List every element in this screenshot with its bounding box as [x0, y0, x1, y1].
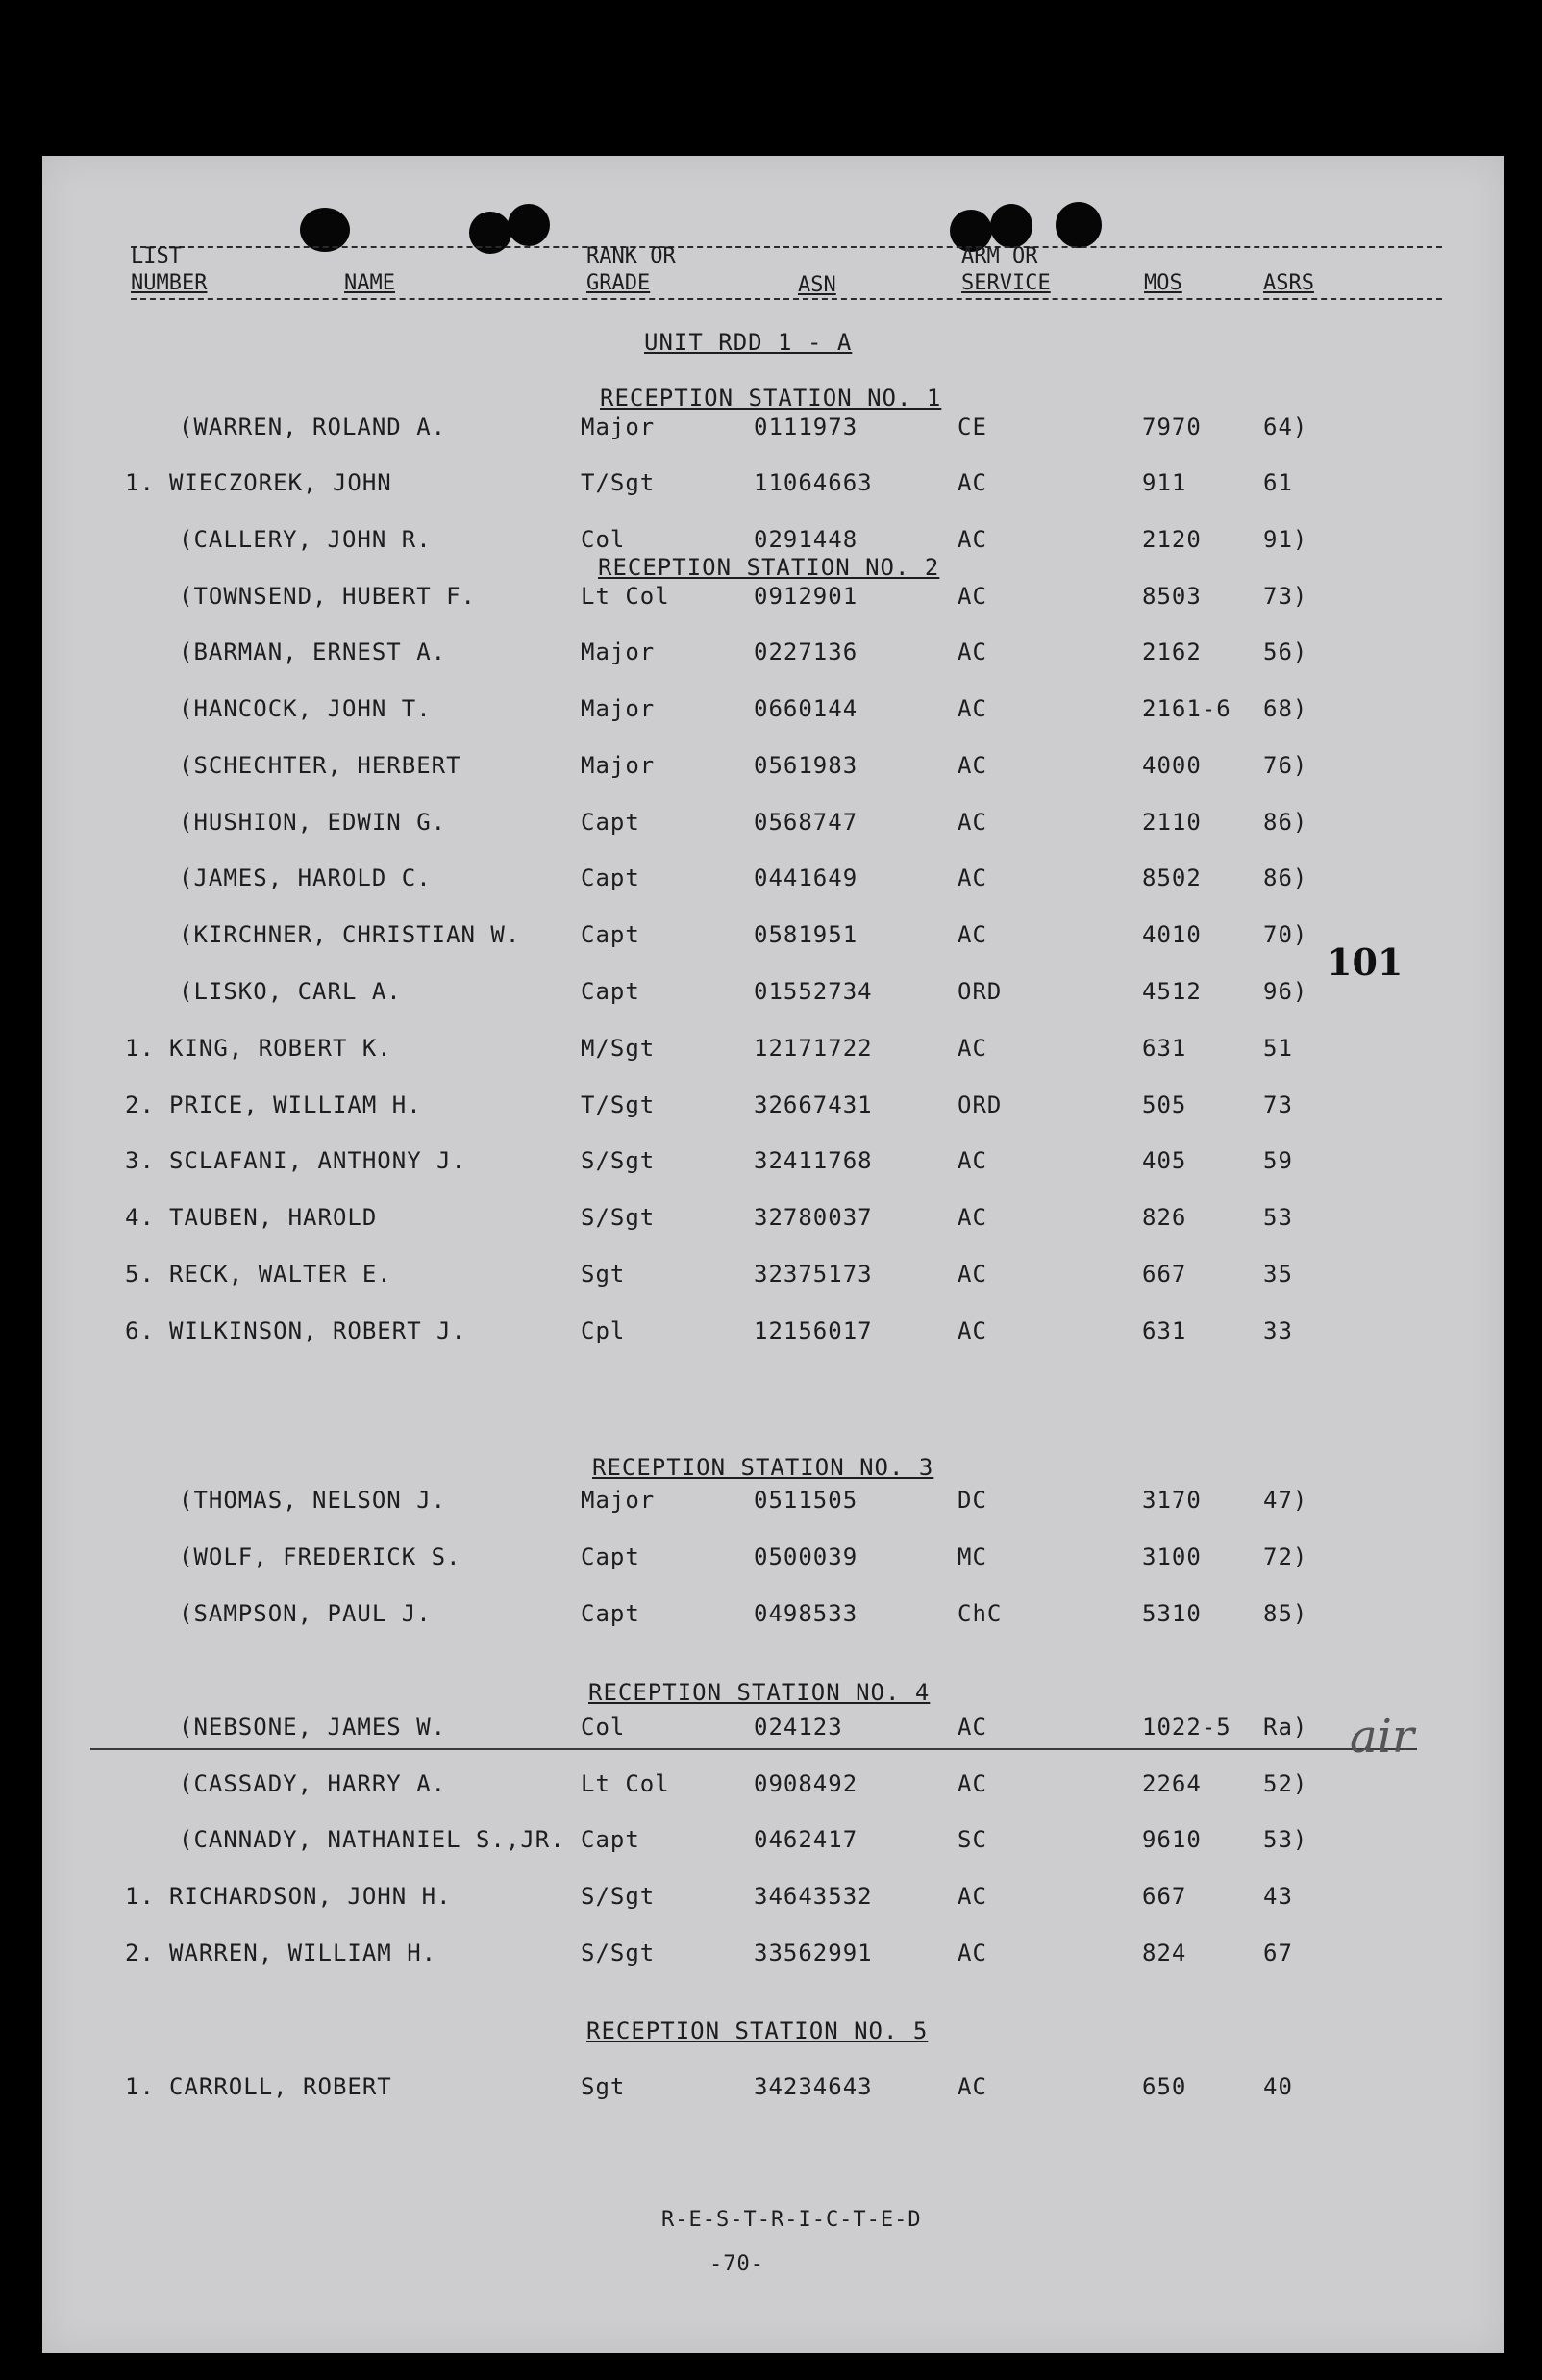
- row-rank: S/Sgt: [581, 1883, 656, 1910]
- row-asn: 0498533: [754, 1600, 858, 1627]
- section-title: RECEPTION STATION NO. 3: [592, 1454, 934, 1481]
- row-mos: 631: [1142, 1035, 1187, 1062]
- row-num: 2.: [125, 1091, 155, 1118]
- row-name: TAUBEN, HAROLD: [169, 1204, 378, 1231]
- row-asn: 01552734: [754, 978, 873, 1005]
- row-mos: 631: [1142, 1317, 1187, 1344]
- row-asrs: 61: [1263, 469, 1293, 496]
- row-name: (THOMAS, NELSON J.: [179, 1487, 447, 1514]
- section-title: RECEPTION STATION NO. 4: [588, 1679, 931, 1706]
- row-mos: 4010: [1142, 921, 1202, 948]
- row-rank: Sgt: [581, 1261, 626, 1288]
- row-asrs: 40: [1263, 2073, 1293, 2100]
- row-name: (CALLERY, JOHN R.: [179, 526, 432, 553]
- row-mos: 2162: [1142, 639, 1202, 665]
- row-arm: AC: [958, 809, 987, 836]
- row-mos: 1022-5: [1142, 1714, 1231, 1741]
- header-asn: ASN: [798, 273, 836, 297]
- row-num: 4.: [125, 1204, 155, 1231]
- row-asn: 33562991: [754, 1940, 873, 1967]
- row-asrs: 70): [1263, 921, 1308, 948]
- footer-classification: R-E-S-T-R-I-C-T-E-D: [661, 2208, 922, 2232]
- row-num: 1.: [125, 1883, 155, 1910]
- row-arm: ORD: [958, 1091, 1003, 1118]
- row-asn: 0500039: [754, 1543, 858, 1570]
- row-asn: 0291448: [754, 526, 858, 553]
- row-arm: CE: [958, 413, 987, 440]
- row-mos: 2110: [1142, 809, 1202, 836]
- row-asrs: 52): [1263, 1770, 1308, 1797]
- row-asrs: 72): [1263, 1543, 1308, 1570]
- row-rank: Capt: [581, 1543, 640, 1570]
- row-arm: AC: [958, 1883, 987, 1910]
- row-asn: 12171722: [754, 1035, 873, 1062]
- header-list-number-top: LIST: [131, 244, 182, 268]
- row-rank: Major: [581, 413, 656, 440]
- row-rank: Lt Col: [581, 1770, 670, 1797]
- row-arm: AC: [958, 469, 987, 496]
- row-asrs: 53: [1263, 1204, 1293, 1231]
- row-arm: AC: [958, 1204, 987, 1231]
- row-rank: Cpl: [581, 1317, 626, 1344]
- header-mos: MOS: [1144, 271, 1182, 295]
- stamped-number: 101: [1327, 940, 1404, 984]
- row-asn: 32780037: [754, 1204, 873, 1231]
- row-mos: 9610: [1142, 1826, 1202, 1853]
- header-list-number: NUMBER: [131, 271, 208, 295]
- row-name: WILKINSON, ROBERT J.: [169, 1317, 466, 1344]
- row-arm: ORD: [958, 978, 1003, 1005]
- row-num: 1.: [125, 2073, 155, 2100]
- row-asrs: 68): [1263, 695, 1308, 722]
- row-arm: AC: [958, 1261, 987, 1288]
- row-name: (HANCOCK, JOHN T.: [179, 695, 432, 722]
- row-mos: 405: [1142, 1147, 1187, 1174]
- row-asrs: 56): [1263, 639, 1308, 665]
- row-mos: 3170: [1142, 1487, 1202, 1514]
- row-asn: 0511505: [754, 1487, 858, 1514]
- row-name: (KIRCHNER, CHRISTIAN W.: [179, 921, 521, 948]
- row-asrs: 76): [1263, 752, 1308, 779]
- row-num: 1.: [125, 1035, 155, 1062]
- row-asn: 34643532: [754, 1883, 873, 1910]
- row-arm: AC: [958, 1770, 987, 1797]
- row-rank: Capt: [581, 1826, 640, 1853]
- row-asn: 0561983: [754, 752, 858, 779]
- row-mos: 667: [1142, 1261, 1187, 1288]
- row-asrs: 73: [1263, 1091, 1293, 1118]
- row-mos: 2161-6: [1142, 695, 1231, 722]
- strike-through-line: [90, 1748, 1417, 1750]
- row-name: RICHARDSON, JOHN H.: [169, 1883, 452, 1910]
- row-num: 5.: [125, 1261, 155, 1288]
- row-arm: AC: [958, 583, 987, 610]
- header-bottom-rule: [131, 298, 1442, 300]
- row-mos: 5310: [1142, 1600, 1202, 1627]
- row-rank: Capt: [581, 1600, 640, 1627]
- redaction-blot: [508, 204, 550, 246]
- row-mos: 3100: [1142, 1543, 1202, 1570]
- row-asn: 0912901: [754, 583, 858, 610]
- row-asn: 0581951: [754, 921, 858, 948]
- row-mos: 667: [1142, 1883, 1187, 1910]
- row-name: CARROLL, ROBERT: [169, 2073, 392, 2100]
- row-mos: 650: [1142, 2073, 1187, 2100]
- row-arm: AC: [958, 695, 987, 722]
- row-mos: 2120: [1142, 526, 1202, 553]
- row-mos: 4512: [1142, 978, 1202, 1005]
- row-name: SCLAFANI, ANTHONY J.: [169, 1147, 466, 1174]
- row-asn: 024123: [754, 1714, 843, 1741]
- row-name: (CANNADY, NATHANIEL S.,JR.: [179, 1826, 565, 1853]
- header-rank: GRADE: [586, 271, 651, 295]
- row-mos: 911: [1142, 469, 1187, 496]
- row-mos: 826: [1142, 1204, 1187, 1231]
- row-arm: AC: [958, 1035, 987, 1062]
- section-title: RECEPTION STATION NO. 1: [600, 385, 942, 412]
- row-asn: 0227136: [754, 639, 858, 665]
- pencil-note: air: [1350, 1710, 1414, 1764]
- row-name: (CASSADY, HARRY A.: [179, 1770, 447, 1797]
- row-name: (LISKO, CARL A.: [179, 978, 402, 1005]
- row-asn: 0660144: [754, 695, 858, 722]
- row-asn: 34234643: [754, 2073, 873, 2100]
- row-asrs: 67: [1263, 1940, 1293, 1967]
- row-arm: AC: [958, 921, 987, 948]
- row-rank: Capt: [581, 864, 640, 891]
- row-asrs: 59: [1263, 1147, 1293, 1174]
- row-asn: 0568747: [754, 809, 858, 836]
- section-title: RECEPTION STATION NO. 5: [586, 2017, 929, 2044]
- row-rank: S/Sgt: [581, 1204, 656, 1231]
- row-arm: AC: [958, 1147, 987, 1174]
- row-asn: 12156017: [754, 1317, 873, 1344]
- row-rank: T/Sgt: [581, 1091, 656, 1118]
- row-mos: 4000: [1142, 752, 1202, 779]
- row-name: KING, ROBERT K.: [169, 1035, 392, 1062]
- row-asrs: 33: [1263, 1317, 1293, 1344]
- section-title: RECEPTION STATION NO. 2: [598, 554, 940, 581]
- header-arm-top: ARM OR: [961, 244, 1038, 268]
- row-asrs: 35: [1263, 1261, 1293, 1288]
- row-mos: 505: [1142, 1091, 1187, 1118]
- row-rank: Col: [581, 1714, 626, 1741]
- row-num: 2.: [125, 1940, 155, 1967]
- row-mos: 2264: [1142, 1770, 1202, 1797]
- row-asrs: 85): [1263, 1600, 1308, 1627]
- row-asn: 0462417: [754, 1826, 858, 1853]
- row-asn: 32375173: [754, 1261, 873, 1288]
- row-name: (HUSHION, EDWIN G.: [179, 809, 447, 836]
- row-rank: Lt Col: [581, 583, 670, 610]
- row-rank: T/Sgt: [581, 469, 656, 496]
- row-asrs: 43: [1263, 1883, 1293, 1910]
- redaction-blot: [1056, 202, 1102, 248]
- row-rank: S/Sgt: [581, 1147, 656, 1174]
- row-arm: AC: [958, 1714, 987, 1741]
- row-name: (BARMAN, ERNEST A.: [179, 639, 447, 665]
- row-rank: M/Sgt: [581, 1035, 656, 1062]
- redaction-blot: [990, 204, 1032, 248]
- row-asrs: 47): [1263, 1487, 1308, 1514]
- row-asrs: 51: [1263, 1035, 1293, 1062]
- row-arm: AC: [958, 1317, 987, 1344]
- row-arm: DC: [958, 1487, 987, 1514]
- row-asrs: 53): [1263, 1826, 1308, 1853]
- row-arm: AC: [958, 752, 987, 779]
- row-rank: Major: [581, 639, 656, 665]
- row-asrs: 86): [1263, 864, 1308, 891]
- row-asrs: 64): [1263, 413, 1308, 440]
- row-asn: 0441649: [754, 864, 858, 891]
- row-name: WARREN, WILLIAM H.: [169, 1940, 437, 1967]
- row-arm: AC: [958, 526, 987, 553]
- row-rank: Capt: [581, 921, 640, 948]
- header-rank-top: RANK OR: [586, 244, 676, 268]
- row-asrs: 96): [1263, 978, 1308, 1005]
- row-name: RECK, WALTER E.: [169, 1261, 392, 1288]
- row-name: (SCHECHTER, HERBERT: [179, 752, 461, 779]
- row-asrs: Ra): [1263, 1714, 1308, 1741]
- row-asrs: 91): [1263, 526, 1308, 553]
- row-num: 3.: [125, 1147, 155, 1174]
- row-name: (TOWNSEND, HUBERT F.: [179, 583, 476, 610]
- row-num: 6.: [125, 1317, 155, 1344]
- row-rank: Capt: [581, 978, 640, 1005]
- row-num: 1.: [125, 469, 155, 496]
- row-arm: AC: [958, 864, 987, 891]
- footer-page-number: -70-: [709, 2252, 764, 2276]
- row-name: (NEBSONE, JAMES W.: [179, 1714, 447, 1741]
- row-name: (JAMES, HAROLD C.: [179, 864, 432, 891]
- row-name: PRICE, WILLIAM H.: [169, 1091, 422, 1118]
- row-mos: 8503: [1142, 583, 1202, 610]
- row-rank: Major: [581, 695, 656, 722]
- row-arm: AC: [958, 2073, 987, 2100]
- row-rank: Major: [581, 752, 656, 779]
- row-rank: Major: [581, 1487, 656, 1514]
- row-name: (WOLF, FREDERICK S.: [179, 1543, 461, 1570]
- row-arm: AC: [958, 639, 987, 665]
- row-rank: Sgt: [581, 2073, 626, 2100]
- row-mos: 824: [1142, 1940, 1187, 1967]
- row-arm: MC: [958, 1543, 987, 1570]
- row-rank: Col: [581, 526, 626, 553]
- header-name: NAME: [344, 271, 395, 295]
- row-rank: S/Sgt: [581, 1940, 656, 1967]
- header-asrs: ASRS: [1263, 271, 1314, 295]
- row-asn: 32667431: [754, 1091, 873, 1118]
- row-asrs: 73): [1263, 583, 1308, 610]
- header-top-rule: [131, 246, 1442, 248]
- row-asrs: 86): [1263, 809, 1308, 836]
- row-asn: 0908492: [754, 1770, 858, 1797]
- row-asn: 0111973: [754, 413, 858, 440]
- unit-title: UNIT RDD 1 - A: [644, 329, 853, 356]
- row-name: (WARREN, ROLAND A.: [179, 413, 447, 440]
- row-mos: 8502: [1142, 864, 1202, 891]
- row-mos: 7970: [1142, 413, 1202, 440]
- row-asn: 32411768: [754, 1147, 873, 1174]
- row-rank: Capt: [581, 809, 640, 836]
- row-name: WIECZOREK, JOHN: [169, 469, 392, 496]
- document-page: [42, 156, 1504, 2353]
- row-asn: 11064663: [754, 469, 873, 496]
- row-arm: AC: [958, 1940, 987, 1967]
- row-arm: SC: [958, 1826, 987, 1853]
- header-arm: SERVICE: [961, 271, 1051, 295]
- row-arm: ChC: [958, 1600, 1003, 1627]
- row-name: (SAMPSON, PAUL J.: [179, 1600, 432, 1627]
